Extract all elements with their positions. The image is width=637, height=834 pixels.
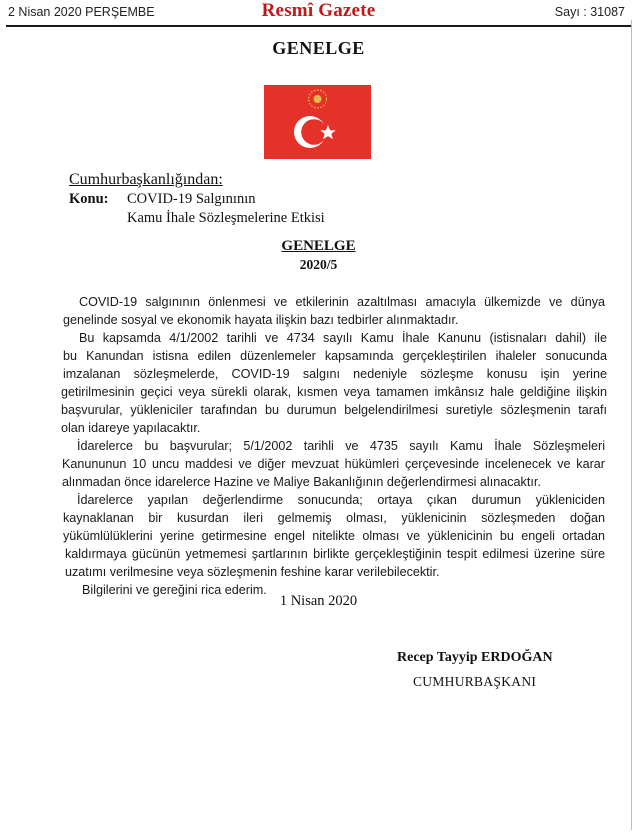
presidential-seal-icon (264, 85, 371, 159)
flag-emblem (264, 85, 371, 159)
body-line: yükümlülüklerini yerine getirmesine engel nitelikte olması ve yüklenicinin bu engeli ortadan (63, 529, 605, 543)
body-line: kaynaklanan bir kusurdan ileri gelmemiş olması, yüklenicinin sözleşmeden doğan (63, 511, 605, 525)
subject-line: COVID-19 Salgınının (127, 191, 256, 207)
body-line: Bilgilerini ve gereğini rica ederim. (82, 583, 267, 597)
body-line: uzatımı verilmesine veya sözleşmenin feshine karar verilebilecektir. (65, 565, 440, 579)
body-line: Kanununun 10 uncu maddesi ve diğer mevzuat hükümleri çerçevesinde incelenecek ve karar (62, 457, 605, 471)
document-date: 1 Nisan 2020 (279, 593, 358, 609)
issue-date: 2 Nisan 2020 PERŞEMBE (8, 5, 155, 19)
header-divider (6, 25, 631, 27)
body-line: kaldırmaya gücünün yetmemesi şartlarının birlikte gerçekleştiğinin tespit edilmesi üzerine süre (65, 547, 605, 561)
body-line: alınmadan önce idarelerce Hazine ve Maliye Bakanlığının değerlendirmesi alınacaktır. (62, 475, 541, 489)
body-line: genelinde sosyal ve ekonomik hayata ilişkin bazı tedbirler alınmaktadır. (63, 313, 459, 327)
body-line: bu Kanundan istisna edilen düzenlemeler kapsamında gerçekleştirilen ihaleler sonucunda (63, 349, 607, 363)
body-line: başvurular, yükleniciler tarafından bu durumun belgelendirilmesi suretiyle sözleşmenin tarafı (61, 403, 607, 417)
subject-label: Konu: (69, 191, 109, 207)
issue-number: Sayı : 31087 (554, 5, 625, 19)
body-line: Bu kapsamda 4/1/2002 tarihli ve 4734 sayılı Kamu İhale Kanunu (istisnaları dahil) ile (79, 331, 607, 345)
page-edge-line (631, 20, 632, 830)
body-line: COVID-19 salgınının önlenmesi ve etkilerinin azaltılması amacıyla ülkemizde ve dünya (79, 295, 605, 309)
circular-number: 2020/5 (299, 257, 338, 272)
gazette-header (0, 0, 637, 26)
signer-name: Recep Tayyip ERDOĞAN (397, 650, 553, 665)
publication-title: Resmî Gazete (261, 0, 376, 21)
signer-title: CUMHURBAŞKANI (413, 674, 537, 689)
body-line: getirilmesinin geçici veya sürekli olarak, kısmen veya tamamen imkânsız hale geldiğine ilişkin (61, 385, 607, 399)
issuing-authority: Cumhurbaşkanlığından: (69, 171, 223, 188)
body-line: İdarelerce yapılan değerlendirme sonucunda; ortaya çıkan durumun yükleniciden (77, 493, 605, 507)
body-line: olan idareye yapılacaktır. (61, 421, 201, 435)
circular-title: GENELGE (281, 238, 356, 254)
body-line: imzalanan sözleşmelerde, COVID-19 salgını nedeniyle sözleşme konusu işin yerine (63, 367, 607, 381)
page-title: GENELGE (272, 38, 365, 58)
body-line: İdarelerce bu başvurular; 5/1/2002 tarihli ve 4735 sayılı Kamu İhale Sözleşmeleri (77, 439, 605, 453)
subject-line: Kamu İhale Sözleşmelerine Etkisi (127, 210, 325, 226)
